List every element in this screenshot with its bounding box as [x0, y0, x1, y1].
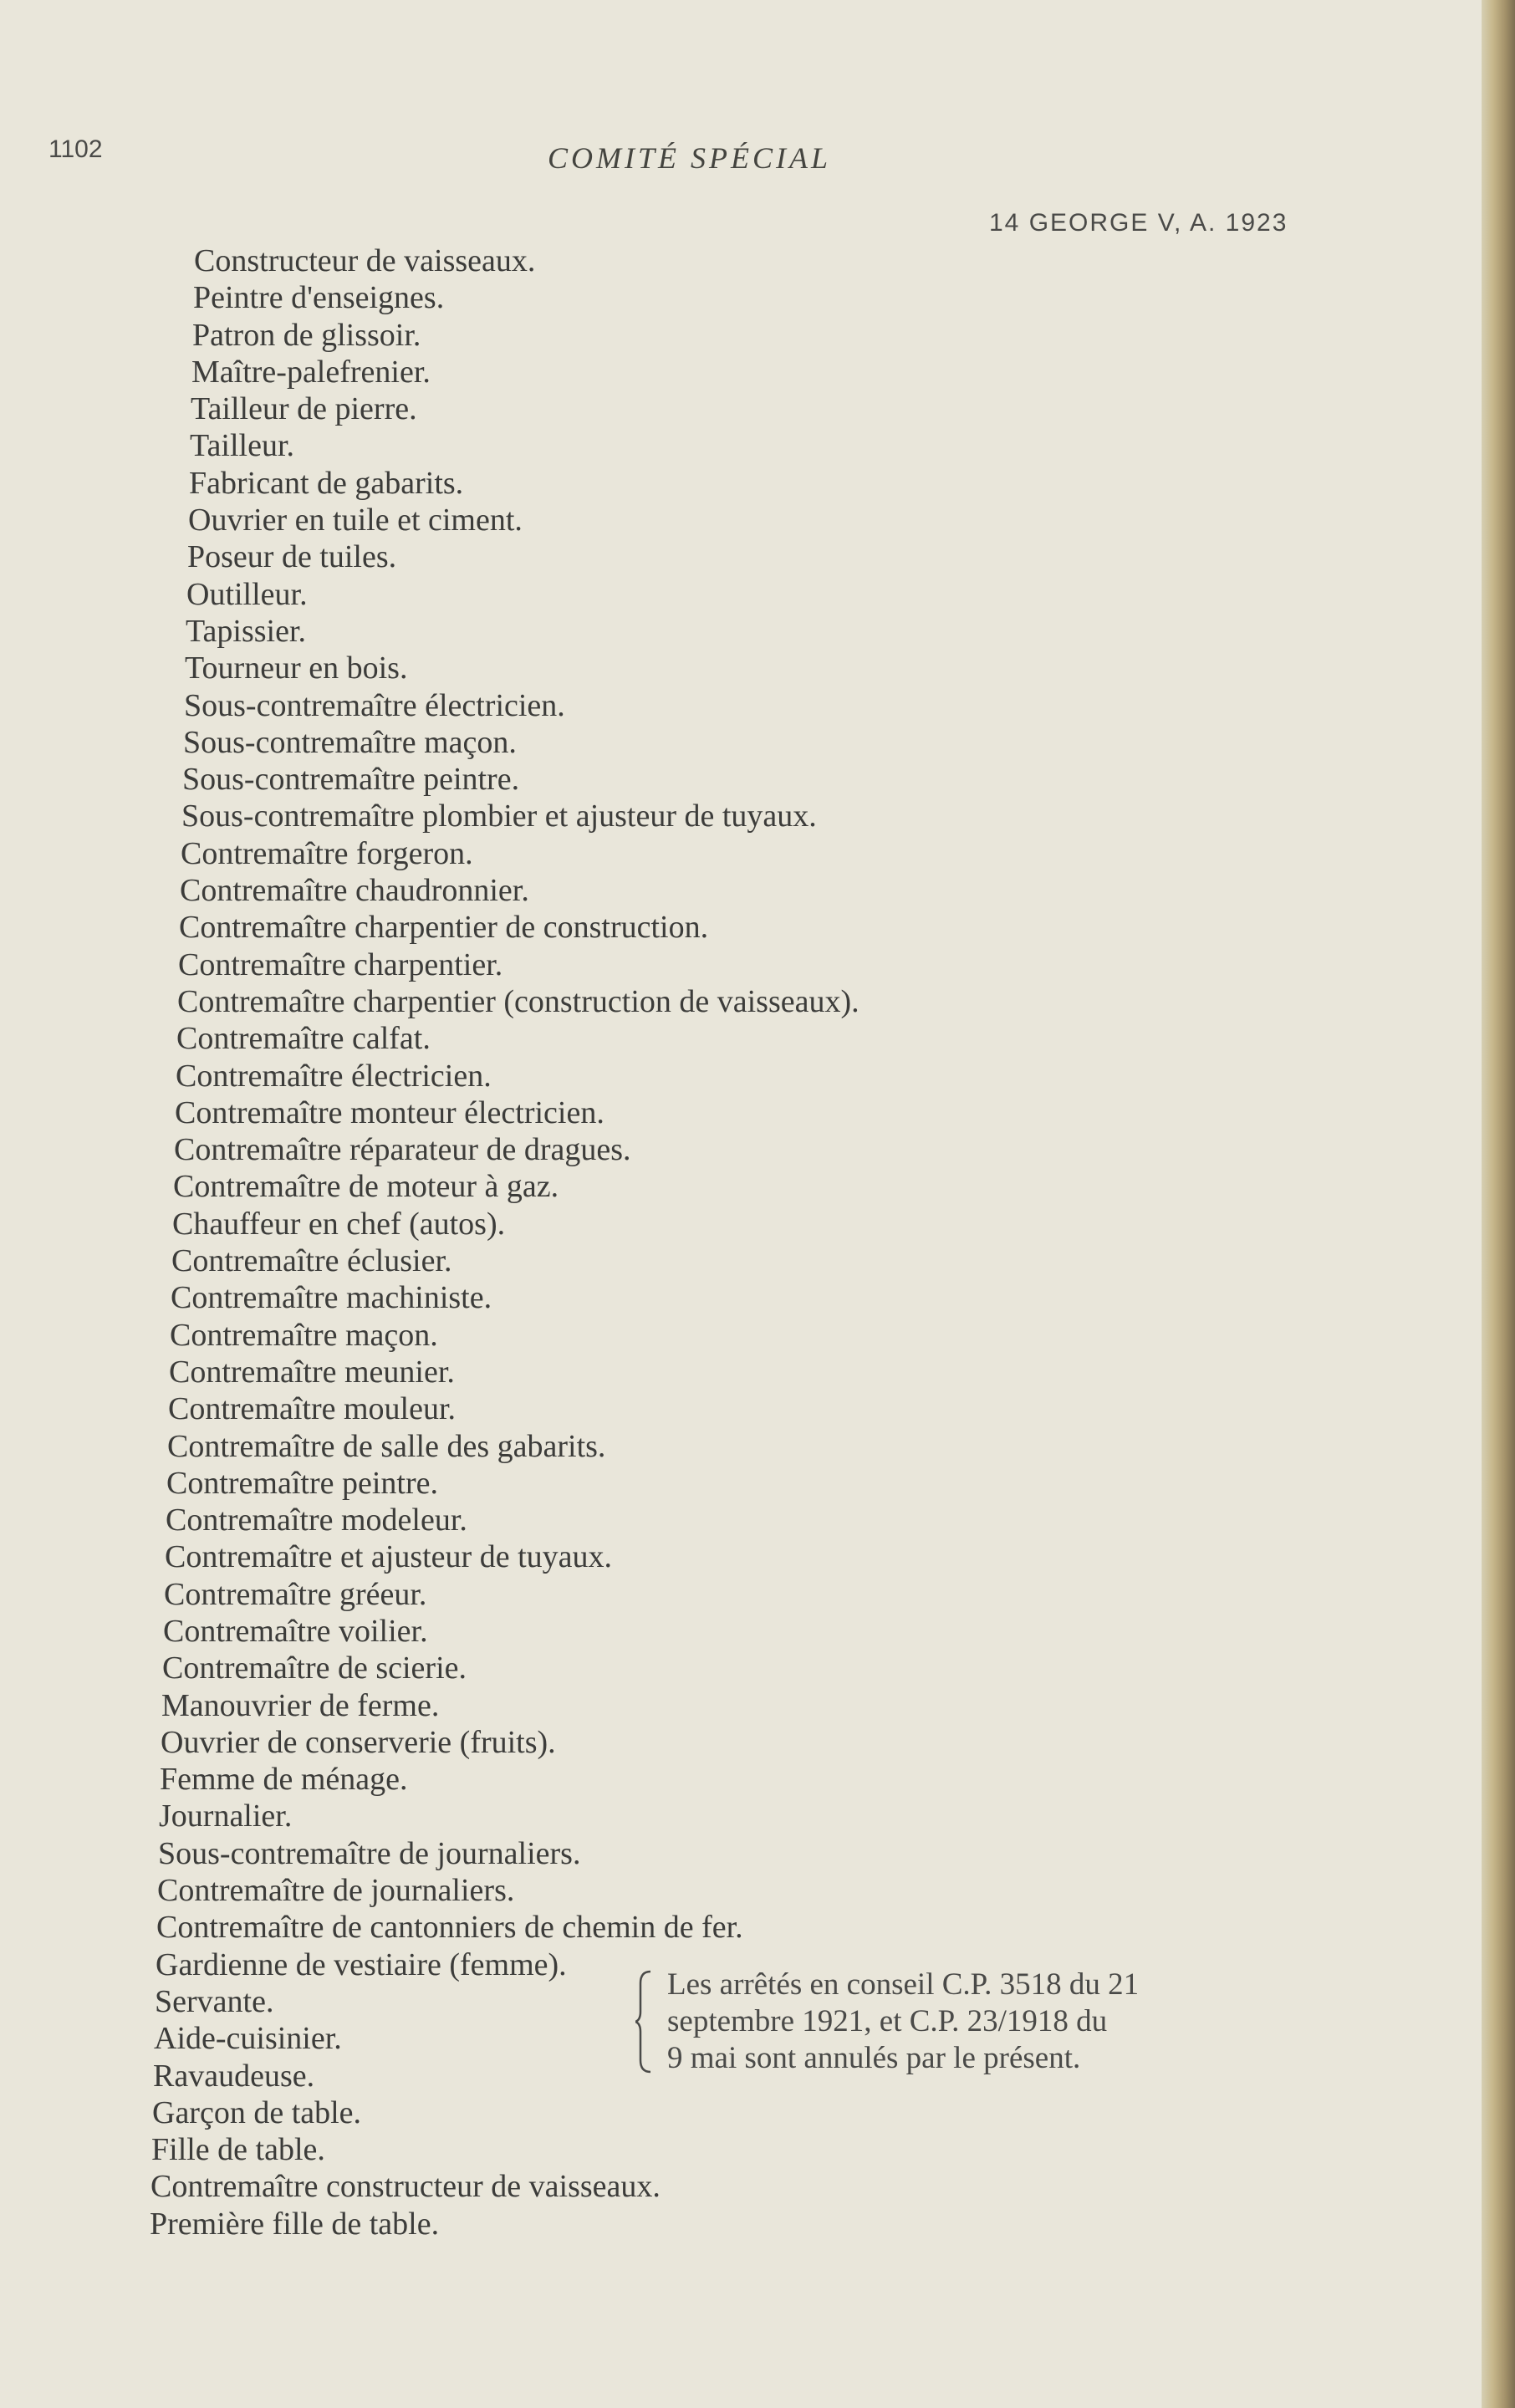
list-item: Sous-contremaître électricien. [184, 687, 565, 723]
list-item: Tailleur. [190, 428, 295, 464]
list-item: Contremaître monteur électricien. [175, 1094, 604, 1130]
list-item: Contremaître éclusier. [171, 1243, 452, 1279]
list-item: Patron de glissoir. [192, 317, 421, 353]
list-item: Journalier. [159, 1798, 293, 1834]
list-item: Contremaître charpentier. [178, 946, 503, 982]
list-item: Contremaître meunier. [169, 1354, 455, 1390]
list-item: Contremaître mouleur. [168, 1391, 457, 1427]
list-item: Contremaître machiniste. [171, 1280, 492, 1316]
list-item: Contremaître constructeur de vaisseaux. [150, 2169, 661, 2205]
list-item: Contremaître calfat. [176, 1021, 431, 1057]
list-item: Contremaître de salle des gabarits. [167, 1428, 606, 1464]
list-item: Aide-cuisinier. [154, 2021, 342, 2057]
revocation-note [635, 1967, 1336, 2077]
list-item: Contremaître peintre. [166, 1465, 438, 1501]
list-item: Gardienne de vestiaire (femme). [156, 1946, 567, 1982]
list-item: Femme de ménage. [160, 1762, 408, 1798]
list-item: Sous-contremaître peintre. [182, 762, 520, 798]
list-item: Contremaître charpentier de construction. [179, 910, 709, 946]
list-item: Contremaître maçon. [170, 1317, 438, 1353]
list-item: Fabricant de gabarits. [189, 465, 464, 501]
list-item: Tapissier. [186, 613, 307, 649]
list-item: Tailleur de pierre. [191, 391, 417, 427]
list-item: Poseur de tuiles. [187, 539, 397, 575]
list-item: Ravaudeuse. [153, 2058, 315, 2094]
list-item: Sous-contremaître maçon. [183, 724, 517, 760]
list-item: Sous-contremaître plombier et ajusteur de tuyaux. [181, 798, 817, 834]
occupation-list [150, 242, 860, 2242]
list-item: Contremaître et ajusteur de tuyaux. [165, 1539, 612, 1575]
list-item: Contremaître charpentier (construction de vaisseaux). [177, 983, 860, 1019]
session-label: 14 GEORGE V, A. 1923 [989, 209, 1288, 237]
list-item: Contremaître forgeron. [181, 835, 473, 871]
brace-icon [635, 1970, 654, 2074]
list-item: Contremaître de scierie. [162, 1650, 467, 1686]
list-item: Contremaître gréeur. [164, 1576, 427, 1612]
list-item: Chauffeur en chef (autos). [172, 1206, 506, 1242]
list-item: Contremaître de moteur à gaz. [173, 1169, 559, 1205]
page-number: 1102 [48, 135, 103, 163]
running-title: COMITÉ SPÉCIAL [548, 141, 831, 175]
list-item: Contremaître électricien. [176, 1058, 492, 1094]
list-item: Contremaître de journaliers. [157, 1873, 515, 1909]
list-item: Contremaître voilier. [163, 1613, 428, 1649]
note-line: Les arrêtés en conseil C.P. 3518 du 21 [667, 1967, 1140, 2002]
list-item: Fille de table. [151, 2132, 325, 2168]
list-item: Première fille de table. [150, 2206, 440, 2242]
list-item: Sous-contremaître de journaliers. [158, 1835, 581, 1871]
list-item: Servante. [155, 1983, 274, 2019]
list-item: Outilleur. [186, 576, 308, 612]
list-item: Contremaître chaudronnier. [180, 873, 529, 909]
list-item: Ouvrier en tuile et ciment. [188, 503, 523, 538]
list-item: Contremaître de cantonniers de chemin de fer. [156, 1910, 743, 1946]
list-item: Ouvrier de conserverie (fruits). [161, 1724, 556, 1760]
list-item: Contremaître réparateur de dragues. [174, 1132, 631, 1168]
list-item: Maître-palefrenier. [191, 354, 431, 390]
list-item: Contremaître modeleur. [166, 1502, 467, 1538]
note-line: septembre 1921, et C.P. 23/1918 du [667, 2004, 1108, 2038]
page-edge [1482, 0, 1515, 2408]
list-item: Garçon de table. [152, 2094, 362, 2130]
list-item: Manouvrier de ferme. [161, 1687, 440, 1723]
note-line: 9 mai sont annulés par le présent. [667, 2041, 1081, 2075]
list-item: Constructeur de vaisseaux. [194, 243, 536, 278]
list-item: Tourneur en bois. [185, 650, 408, 686]
list-item: Peintre d'enseignes. [193, 280, 445, 316]
